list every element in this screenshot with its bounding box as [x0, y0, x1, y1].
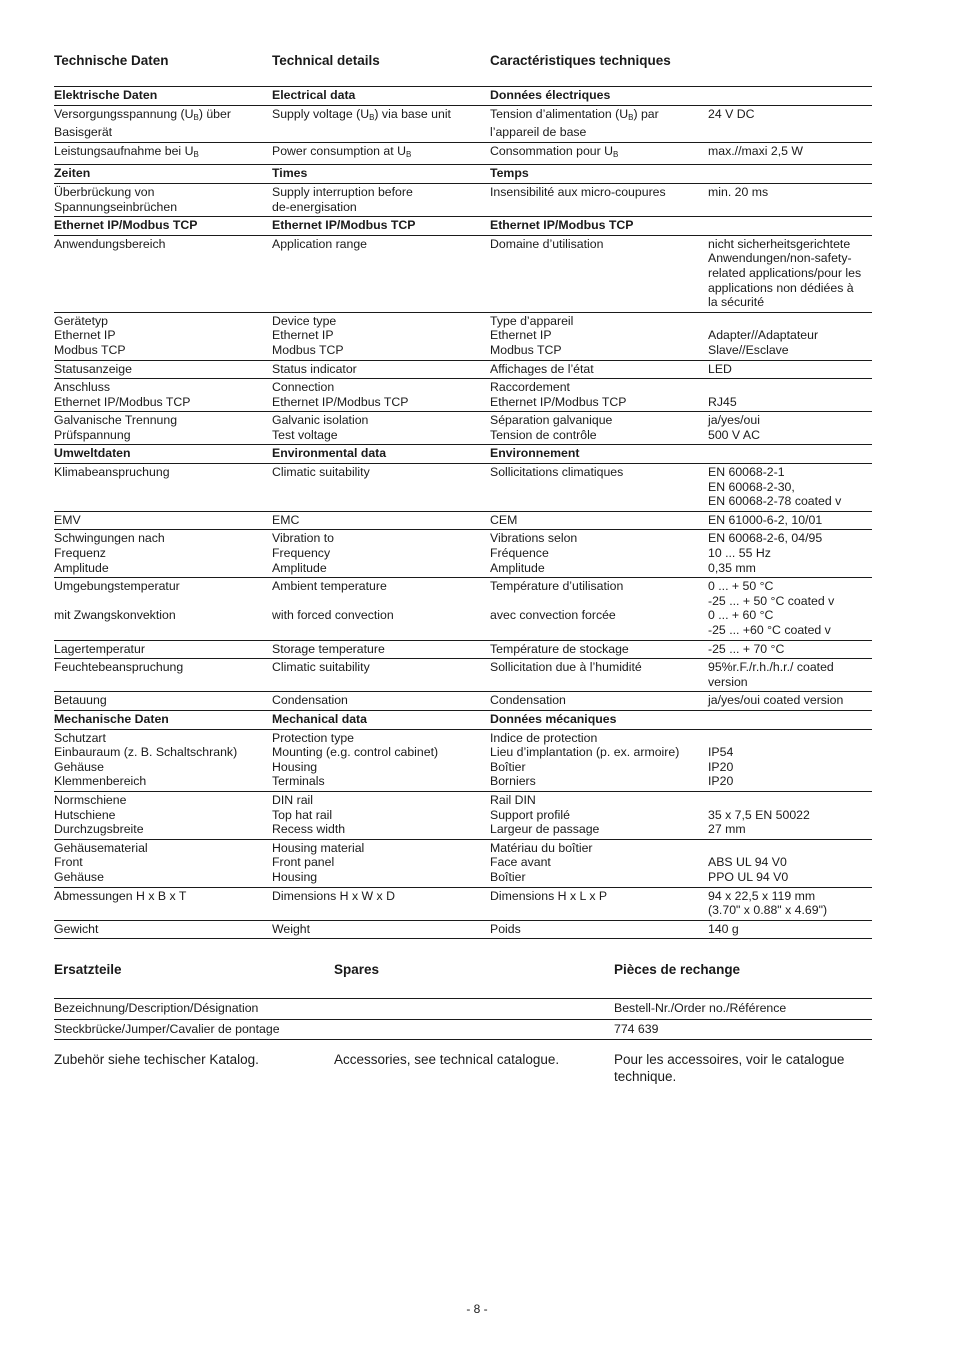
table-cell: Mechanische Daten	[54, 710, 272, 729]
table-cell: Sollicitation due à l’humidité	[490, 659, 708, 692]
spares-head-right: Bestell-Nr./Order no./Référence	[614, 999, 872, 1020]
section-row	[54, 710, 872, 729]
section-row	[54, 87, 872, 106]
table-cell: Umweltdaten	[54, 445, 272, 464]
technical-data-table	[54, 86, 872, 939]
table-cell: Dimensions H x W x D	[272, 887, 490, 920]
table-cell: Klimabeanspruchung	[54, 464, 272, 512]
accessories-de: Zubehör siehe techischer Katalog.	[54, 1052, 259, 1068]
table-cell: 95%r.F./r.h./h.r./ coated version	[708, 659, 872, 692]
table-cell: Données électriques	[490, 87, 708, 106]
table-cell: Statusanzeige	[54, 360, 272, 379]
table-row	[54, 791, 872, 839]
table-cell: 24 V DC	[708, 105, 872, 142]
page	[54, 50, 872, 1085]
table-cell: Weight	[272, 920, 490, 939]
table-cell: Dimensions H x L x P	[490, 887, 708, 920]
table-cell: Rail DIN Support profilé Largeur de passage	[490, 791, 708, 839]
table-cell: Ethernet IP/Modbus TCP	[272, 217, 490, 236]
table-cell: ja/yes/oui coated version	[708, 692, 872, 711]
section-header	[54, 50, 872, 86]
spares-head-row	[54, 999, 872, 1020]
table-cell: Condensation	[272, 692, 490, 711]
table-cell: RJ45	[708, 379, 872, 412]
table-cell: Mechanical data	[272, 710, 490, 729]
table-cell: IP54 IP20 IP20	[708, 729, 872, 791]
table-cell: Betauung	[54, 692, 272, 711]
table-cell: Gewicht	[54, 920, 272, 939]
table-cell: Schutzart Einbauraum (z. B. Schaltschrank) Gehäuse Klemmenbereich	[54, 729, 272, 791]
table-row	[54, 659, 872, 692]
table-cell: Température de stockage	[490, 640, 708, 659]
table-cell: Environmental data	[272, 445, 490, 464]
table-cell: Normschiene Hutschiene Durchzugsbreite	[54, 791, 272, 839]
table-cell: EN 60068-2-1 EN 60068-2-30, EN 60068-2-78 coated v	[708, 464, 872, 512]
table-cell: Ethernet IP/Modbus TCP	[490, 217, 708, 236]
spares-title-en: Spares	[334, 962, 380, 978]
table-row	[54, 839, 872, 887]
header-en: Technical details	[272, 53, 380, 68]
table-cell: -25 ... + 70 °C	[708, 640, 872, 659]
table-cell: Abmessungen H x B x T	[54, 887, 272, 920]
table-cell: Insensibilité aux micro-coupures	[490, 183, 708, 216]
header-de: Technische Daten	[54, 53, 169, 68]
table-cell: Times	[272, 165, 490, 184]
table-cell: ja/yes/oui 500 V AC	[708, 412, 872, 445]
accessories-en: Accessories, see technical catalogue.	[334, 1052, 560, 1068]
spares-item-right: 774 639	[614, 1019, 872, 1040]
table-row	[54, 235, 872, 312]
table-cell	[708, 165, 872, 184]
table-cell: CEM	[490, 511, 708, 530]
table-cell: 94 x 22,5 x 119 mm (3.70" x 0.88" x 4.69")	[708, 887, 872, 920]
table-cell: Climatic suitability	[272, 464, 490, 512]
table-cell: Supply interruption before de-energisation	[272, 183, 490, 216]
table-cell: Temps	[490, 165, 708, 184]
table-row	[54, 312, 872, 360]
spares-title-fr: Pièces de rechange	[614, 962, 741, 978]
table-cell: Feuchtebeanspruchung	[54, 659, 272, 692]
spares-item-row	[54, 1019, 872, 1040]
table-cell: Device type Ethernet IP Modbus TCP	[272, 312, 490, 360]
accessories-fr: Pour les accessoires, voir le catalogue technique.	[614, 1052, 845, 1085]
table-cell: min. 20 ms	[708, 183, 872, 216]
table-cell: max.//maxi 2,5 W	[708, 142, 872, 165]
table-cell	[708, 217, 872, 236]
table-cell: Tension d’alimentation $(U_B)$ par l’appareil de base	[490, 105, 708, 142]
table-cell: Affichages de l’état	[490, 360, 708, 379]
table-row	[54, 142, 872, 165]
table-cell: Raccordement Ethernet IP/Modbus TCP	[490, 379, 708, 412]
table-cell: EMC	[272, 511, 490, 530]
table-cell: Vibration to Frequency Amplitude	[272, 530, 490, 578]
table-row	[54, 183, 872, 216]
table-cell: 0 ... + 50 °C -25 ... + 50 °C coated v 0 ... + 60 °C -25 ... +60 °C coated v	[708, 578, 872, 640]
table-row	[54, 640, 872, 659]
table-row	[54, 464, 872, 512]
spares-header	[54, 962, 872, 998]
table-cell: 35 x 7,5 EN 50022 27 mm	[708, 791, 872, 839]
table-cell: Consommation pour $U_B$	[490, 142, 708, 165]
table-row	[54, 729, 872, 791]
table-cell: Séparation galvanique Tension de contrôle	[490, 412, 708, 445]
table-cell: Galvanic isolation Test voltage	[272, 412, 490, 445]
table-row	[54, 530, 872, 578]
table-cell: Status indicator	[272, 360, 490, 379]
table-cell: Electrical data	[272, 87, 490, 106]
table-cell: nicht sicherheitsgerichtete Anwendungen/non-safety- related applications/pour les applications non dédiées à la sécurité	[708, 235, 872, 312]
spares-table	[54, 998, 872, 1040]
table-row	[54, 511, 872, 530]
spares-item-left: Steckbrücke/Jumper/Cavalier de pontage	[54, 1019, 614, 1040]
table-cell: Connection Ethernet IP/Modbus TCP	[272, 379, 490, 412]
table-row	[54, 692, 872, 711]
table-cell: Zeiten	[54, 165, 272, 184]
table-cell: 140 g	[708, 920, 872, 939]
table-cell: Lagertemperatur	[54, 640, 272, 659]
table-cell: Poids	[490, 920, 708, 939]
table-cell: ABS UL 94 V0 PPO UL 94 V0	[708, 839, 872, 887]
table-cell: Leistungsaufnahme bei $U_B$	[54, 142, 272, 165]
table-row	[54, 578, 872, 640]
table-cell: Überbrückung von Spannungseinbrüchen	[54, 183, 272, 216]
table-cell: Gehäusematerial Front Gehäuse	[54, 839, 272, 887]
table-cell: Application range	[272, 235, 490, 312]
table-cell: DIN rail Top hat rail Recess width	[272, 791, 490, 839]
table-cell: Versorgungsspannung $(U_B)$ über Basisgerät	[54, 105, 272, 142]
table-cell: Type d’appareil Ethernet IP Modbus TCP	[490, 312, 708, 360]
page-number: - 8 -	[466, 1302, 488, 1316]
table-cell: Schwingungen nach Frequenz Amplitude	[54, 530, 272, 578]
table-cell: Sollicitations climatiques	[490, 464, 708, 512]
table-row	[54, 105, 872, 142]
table-cell: Température d’utilisation avec convection forcée	[490, 578, 708, 640]
table-row	[54, 920, 872, 939]
accessories-note	[54, 1051, 872, 1085]
table-cell: Condensation	[490, 692, 708, 711]
table-cell: LED	[708, 360, 872, 379]
table-cell	[708, 445, 872, 464]
table-cell: Anwendungsbereich	[54, 235, 272, 312]
table-cell: Environnement	[490, 445, 708, 464]
table-cell: Anschluss Ethernet IP/Modbus TCP	[54, 379, 272, 412]
table-cell: Adapter//Adaptateur Slave//Esclave	[708, 312, 872, 360]
table-cell: Power consumption at $U_B$	[272, 142, 490, 165]
header-fr: Caractéristiques techniques	[490, 53, 671, 68]
table-cell: EN 60068-2-6, 04/95 10 ... 55 Hz 0,35 mm	[708, 530, 872, 578]
table-cell: Storage temperature	[272, 640, 490, 659]
table-cell: Indice de protection Lieu d’implantation (p. ex. armoire) Boîtier Borniers	[490, 729, 708, 791]
table-row	[54, 412, 872, 445]
table-cell: Gerätetyp Ethernet IP Modbus TCP	[54, 312, 272, 360]
table-cell: EN 61000-6-2, 10/01	[708, 511, 872, 530]
table-cell: Protection type Mounting (e.g. control cabinet) Housing Terminals	[272, 729, 490, 791]
table-cell: Matériau du boîtier Face avant Boîtier	[490, 839, 708, 887]
table-row	[54, 379, 872, 412]
spares-title-de: Ersatzteile	[54, 962, 122, 978]
table-cell: Climatic suitability	[272, 659, 490, 692]
table-cell: Umgebungstemperatur mit Zwangskonvektion	[54, 578, 272, 640]
table-row	[54, 360, 872, 379]
table-cell: Données mécaniques	[490, 710, 708, 729]
table-cell: EMV	[54, 511, 272, 530]
table-cell: Domaine d’utilisation	[490, 235, 708, 312]
section-row	[54, 217, 872, 236]
table-row	[54, 887, 872, 920]
section-row	[54, 445, 872, 464]
section-row	[54, 165, 872, 184]
table-cell: Ambient temperature with forced convection	[272, 578, 490, 640]
spares-head-left: Bezeichnung/Description/Désignation	[54, 999, 614, 1020]
table-cell	[708, 710, 872, 729]
table-cell	[708, 87, 872, 106]
table-cell: Ethernet IP/Modbus TCP	[54, 217, 272, 236]
table-cell: Elektrische Daten	[54, 87, 272, 106]
table-cell: Galvanische Trennung Prüfspannung	[54, 412, 272, 445]
table-cell: Supply voltage $(U_B)$ via base unit	[272, 105, 490, 142]
table-cell: Vibrations selon Fréquence Amplitude	[490, 530, 708, 578]
table-cell: Housing material Front panel Housing	[272, 839, 490, 887]
